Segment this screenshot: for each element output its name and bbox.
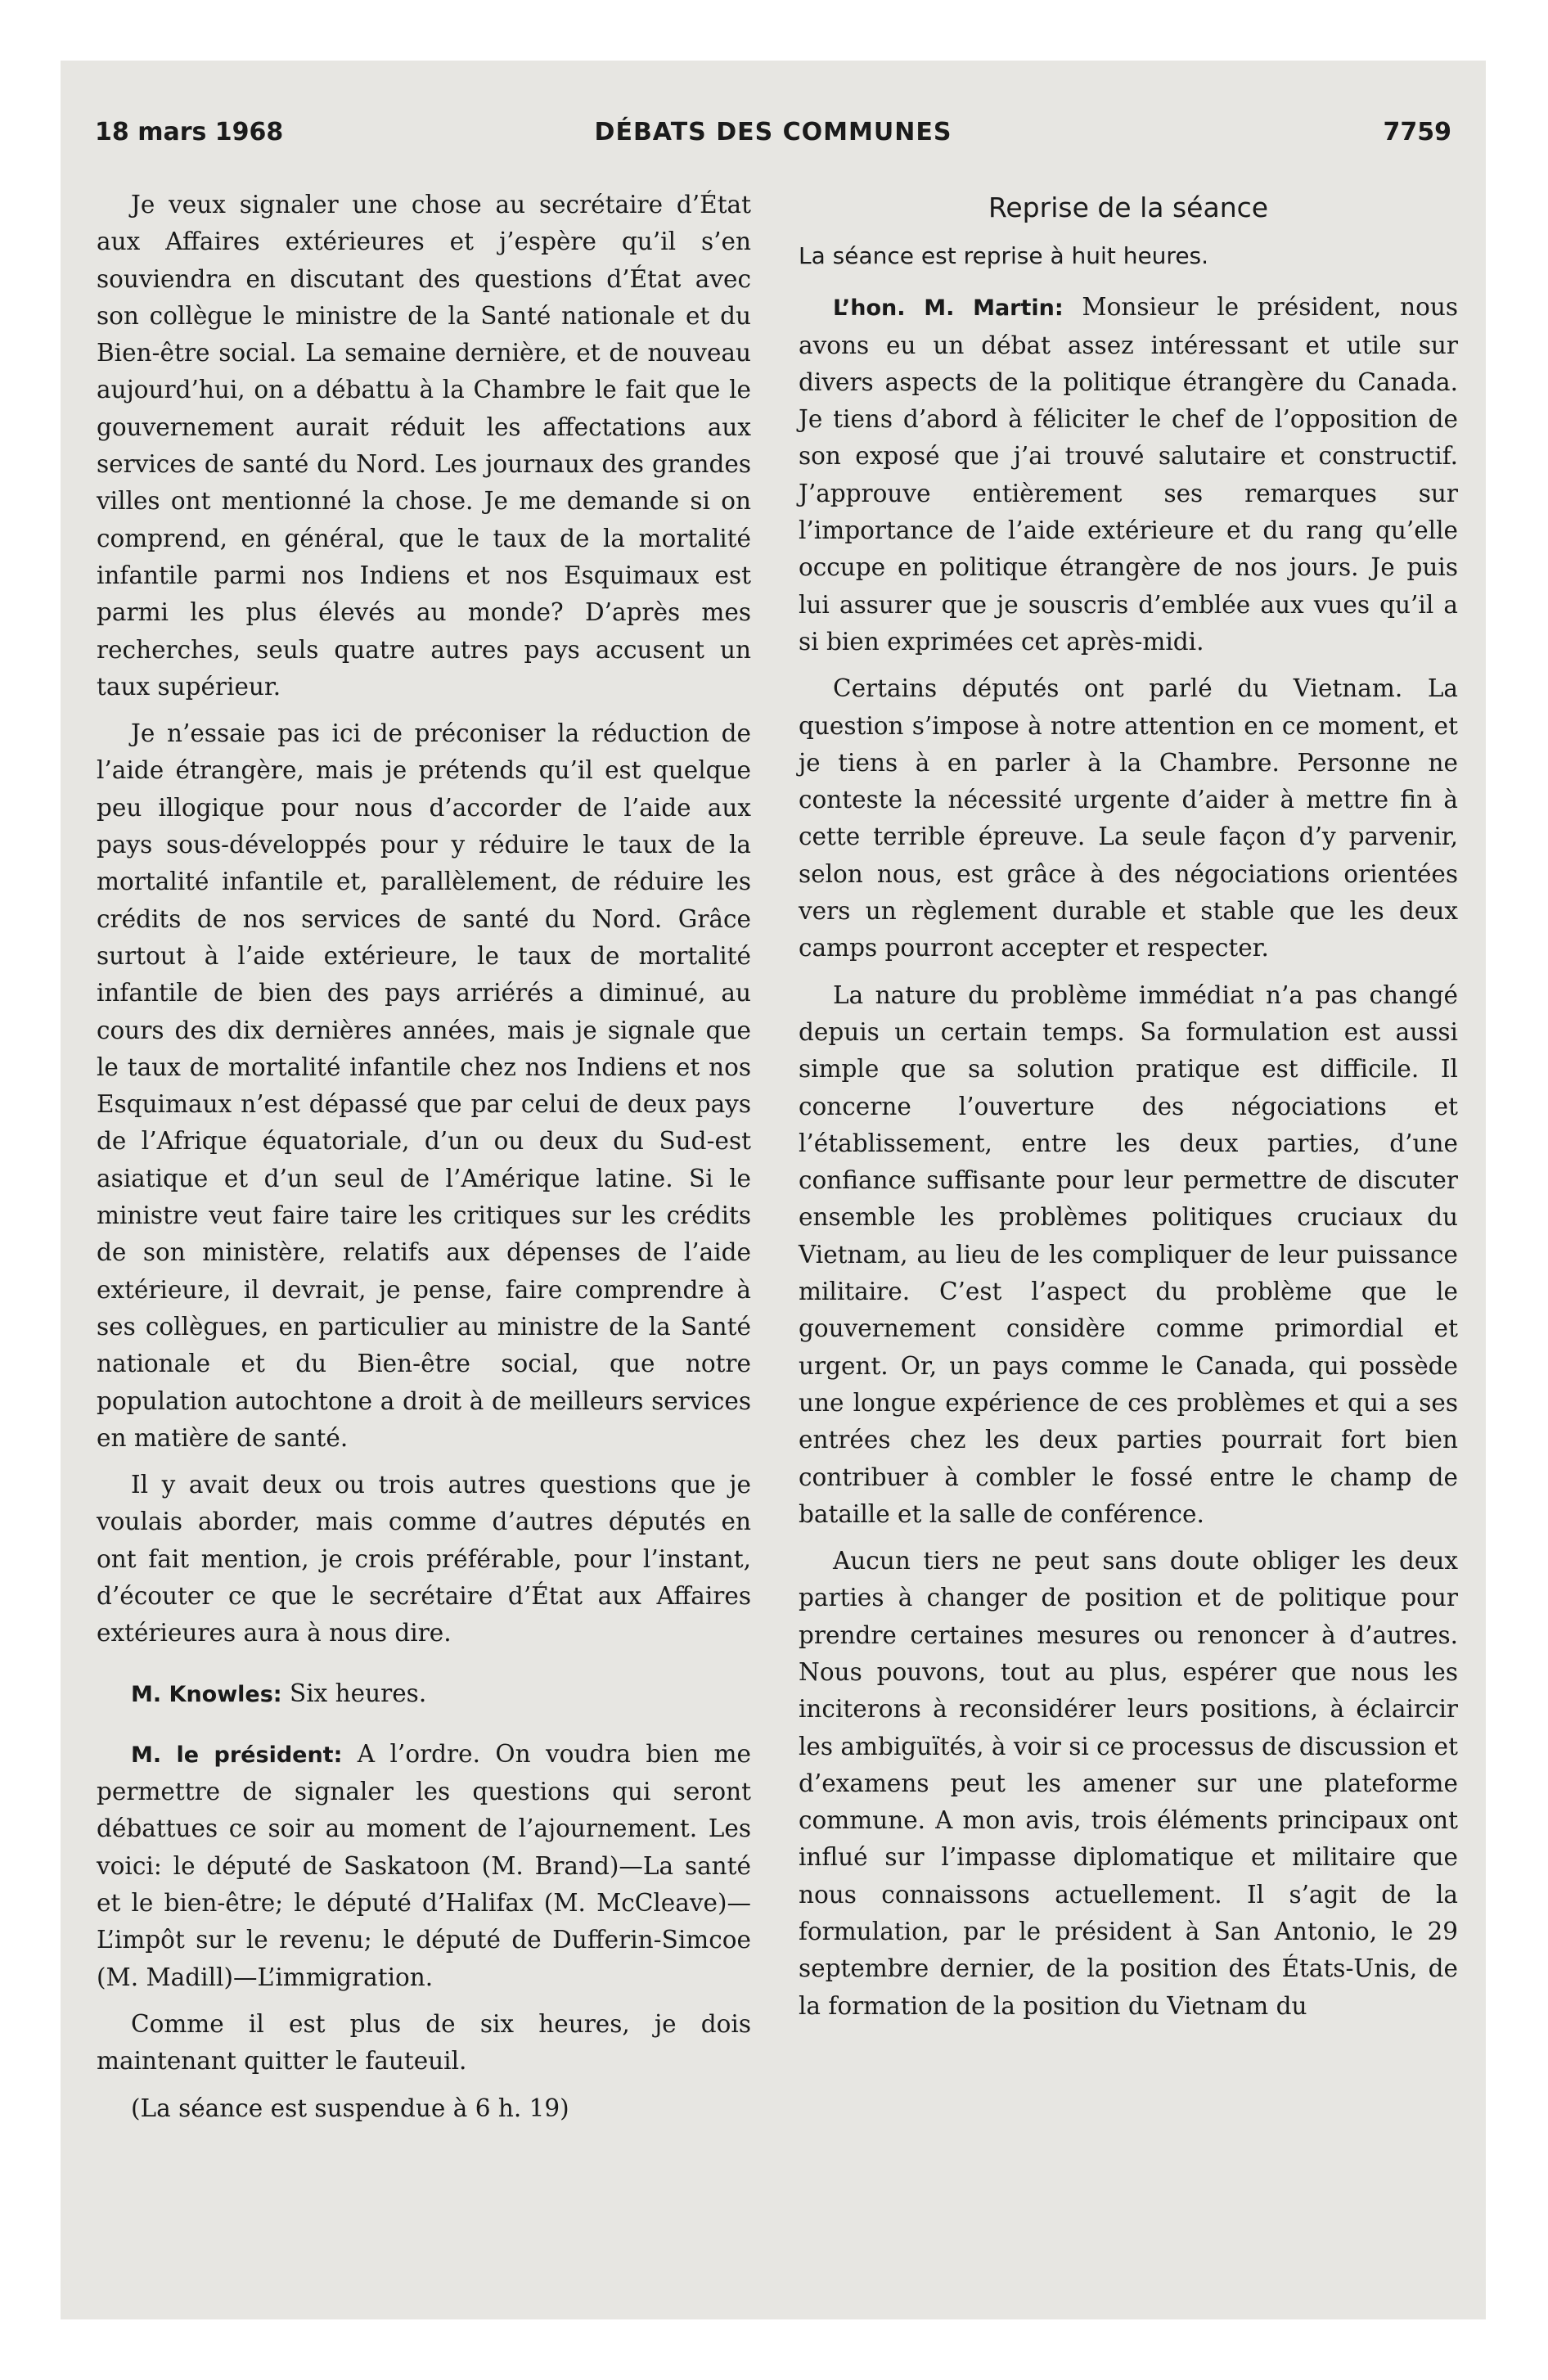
right-column: [799, 187, 1458, 2025]
paragraph: Aucun tiers ne peut sans doute obliger les deux parties à changer de position et de politique pour prendre certaines mesures ou renoncer à d’autres. Nous pouvons, tout au plus, espérer que nous les inciterons à reconsidérer leurs positions, à éclaircir les ambiguïtés, à voir si ce processus de discussion et d’examens peut les amener sur une plateforme commune. A mon avis, trois éléments principaux ont influé sur l’impasse diplomatique et militaire que nous connaissons actuellement. Il s’agit de la formulation, par le président à San Antonio, le 29 septembre dernier, de la position des États-Unis, de la formation de la position du Vietnam du: [799, 1547, 1458, 2020]
martin-speech: [799, 289, 1458, 660]
speaker-name: M. le président:: [131, 1742, 343, 1768]
suspension-note: (La séance est suspendue à 6 h. 19): [131, 2094, 569, 2122]
speaker-name: L’hon. M. Martin:: [833, 295, 1064, 322]
paragraph: Certains députés ont parlé du Vietnam. La question s’impose à notre attention en ce moment, et je tiens à en parler à la Chambre. Personne ne conteste la nécessité urgente d’aider à mettre fin à cette terrible épreuve. La seule façon d’y parvenir, selon nous, est grâce à des négociations orientées vers un règlement durable et stable que les deux camps pourront accepter et respecter.: [799, 674, 1458, 962]
header-title: DÉBATS DES COMMUNES: [594, 118, 952, 146]
speaker-name: M. Knowles:: [131, 1681, 282, 1707]
interjection-text: Six heures.: [290, 1679, 427, 1707]
statement-text: A l’ordre. On voudra bien me permettre de signaler les questions qui seront débattues ce soir au moment de l’ajournement. Les voici: le député de Saskatoon (M. Brand)—La santé et le bien-être; le député d’Halifax (M. McCleave)—L’impôt sur le revenu; le député de Dufferin-Simcoe (M. Madill)—L’immigration.: [97, 1739, 751, 1991]
knowles-interjection: [97, 1675, 751, 1713]
header-date: 18 mars 1968: [95, 118, 284, 146]
section-title: Reprise de la séance: [988, 192, 1269, 223]
paragraph: Je n’essaie pas ici de préconiser la réduction de l’aide étrangère, mais je prétends qu’il est quelque peu illogique pour nous d’accorder de l’aide aux pays sous-développés pour y réduire le taux de la mortalité infantile et, parallèlement, de réduire les crédits de nos services de santé du Nord. Grâce surtout à l’aide extérieure, le taux de mortalité infantile de bien des pays arriérés a diminué, au cours des dix dernières années, mais je signale que le taux de mortalité infantile chez nos Indiens et nos Esquimaux n’est dépassé que par celui de deux pays de l’Afrique équatoriale, d’un ou deux du Sud-est asiatique et d’un seul de l’Amérique latine. Si le ministre veut faire taire les critiques sur les crédits de son ministère, relatifs aux dépenses de l’aide extérieure, il devrait, je pense, faire comprendre à ses collègues, en particulier au ministre de la Santé nationale et du Bien-être social, que notre population autochtone a droit à de meilleurs services en matière de santé.: [97, 719, 751, 1452]
paragraph: Je veux signaler une chose au secrétaire d’État aux Affaires extérieures et j’espère qu’il s’en souviendra en discutant des questions d’État avec son collègue le ministre de la Santé nationale et du Bien-être social. La semaine dernière, et de nouveau aujourd’hui, on a débattu à la Chambre le fait que le gouvernement aurait réduit les affectations aux services de santé du Nord. Les journaux des grandes villes ont mentionné la chose. Je me demande si on comprend, en général, que le taux de la mortalité infantile parmi nos Indiens et nos Esquimaux est parmi les plus élevés au monde? D’après mes recherches, seuls quatre autres pays accusent un taux supérieur.: [97, 191, 751, 701]
left-column: [97, 187, 751, 2127]
page-scan: [61, 61, 1486, 2319]
speech-text: Monsieur le président, nous avons eu un débat assez intéressant et utile sur divers aspects de la politique étrangère du Canada. Je tiens d’abord à féliciter le chef de l’opposition de son exposé que j’ai trouvé salutaire et constructif. J’approuve entièrement ses remarques sur l’importance de l’aide extérieure et du rang qu’elle occupe en politique étrangère de nos jours. Je puis lui assurer que je souscris d’emblée aux vues qu’il a si bien exprimées cet après-midi.: [799, 293, 1458, 656]
paragraph: La nature du problème immédiat n’a pas changé depuis un certain temps. Sa formulation est aussi simple que sa solution pratique est difficile. Il concerne l’ouverture des négociations et l’établissement, entre les deux parties, d’une confiance suffisante pour leur permettre de discuter ensemble les problèmes politiques cruciaux du Vietnam, au lieu de les compliquer de leur puissance militaire. C’est l’aspect du problème que le gouvernement considère comme primordial et urgent. Or, un pays comme le Canada, qui possède une longue expérience de ces problèmes et qui a ses entrées chez les deux parties pourrait fort bien contribuer à combler le fossé entre le champ de bataille et la salle de conférence.: [799, 980, 1458, 1528]
page-header: [95, 118, 1451, 159]
paragraph: Il y avait deux ou trois autres questions que je voulais aborder, mais comme d’autres députés en ont fait mention, je crois préférable, pour l’instant, d’écouter ce que le secrétaire d’État aux Affaires extérieures aura à nous dire.: [97, 1471, 751, 1648]
resume-note: La séance est reprise à huit heures.: [799, 242, 1209, 269]
president-statement: [97, 1736, 751, 1996]
header-page-number: 7759: [1383, 118, 1451, 146]
paragraph: Comme il est plus de six heures, je dois maintenant quitter le fauteuil.: [97, 2009, 751, 2076]
